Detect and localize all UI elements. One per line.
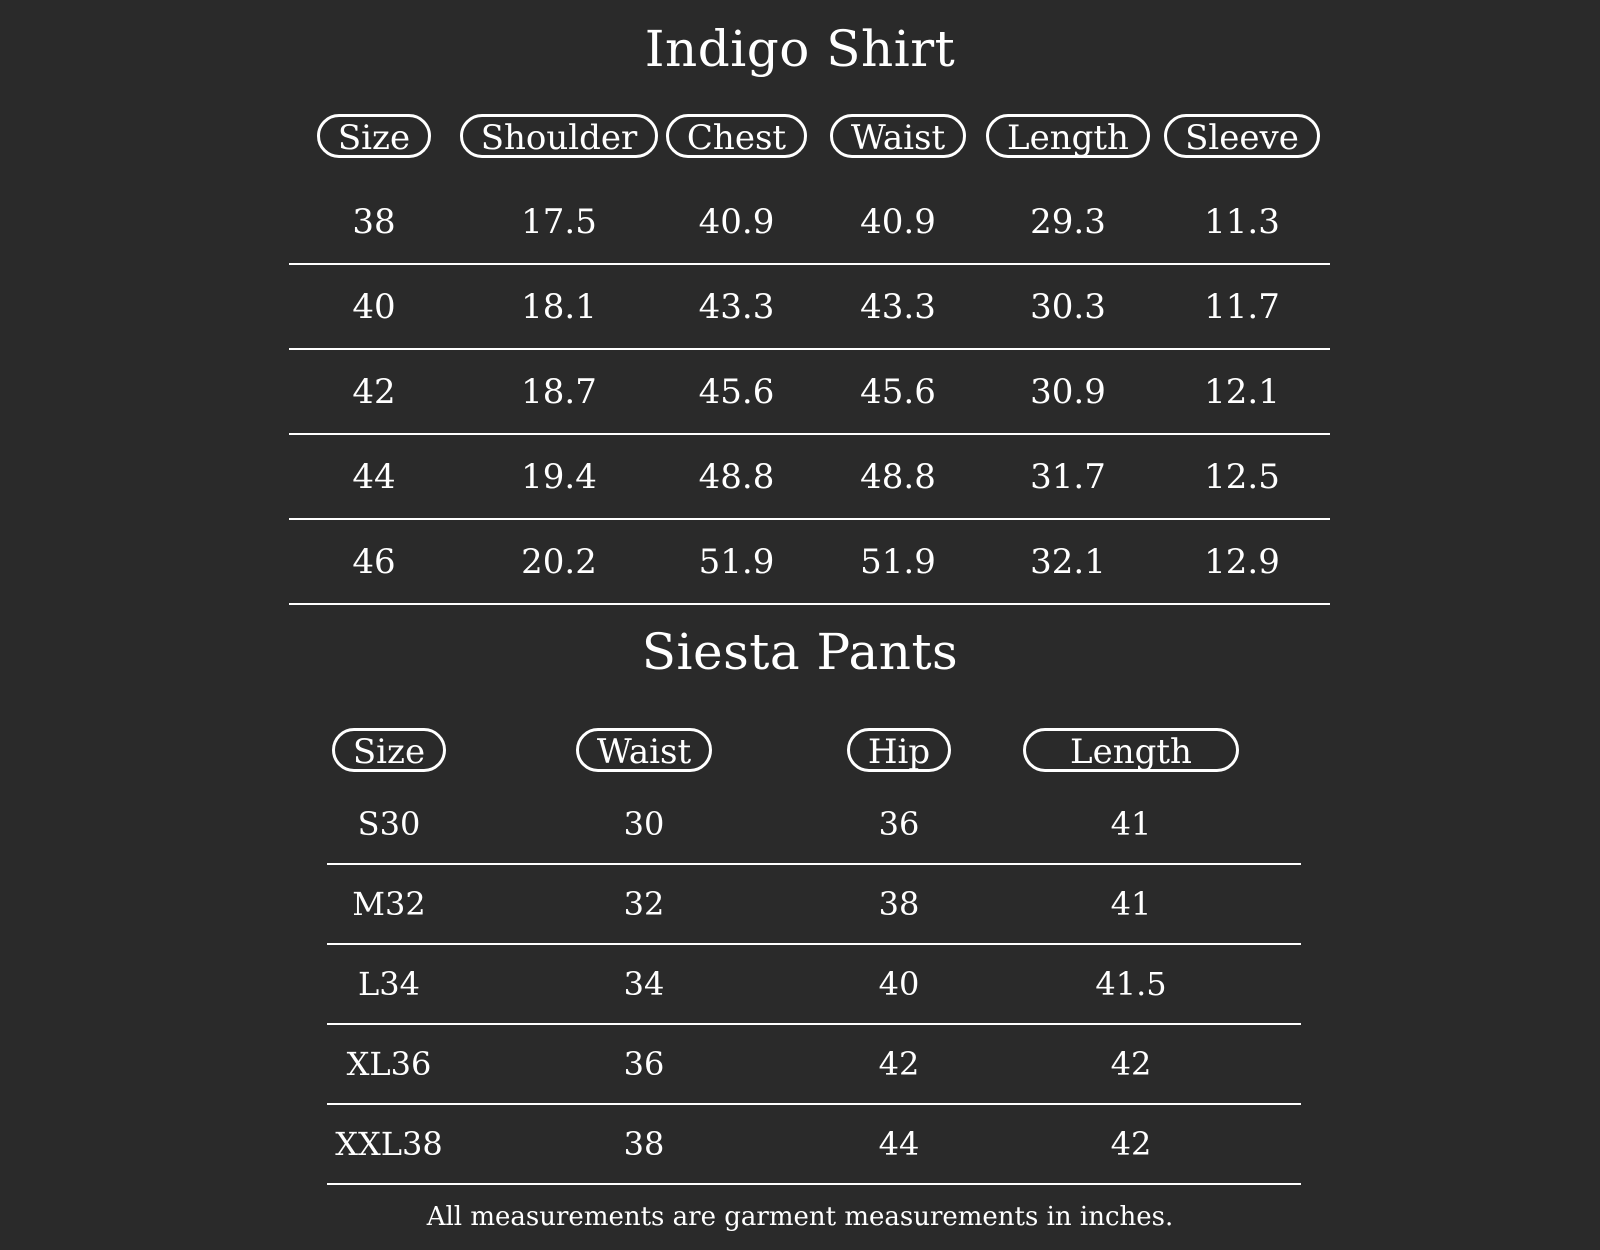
table-cell: 12.5 (1204, 456, 1280, 497)
shirt-header-waist: Waist (830, 114, 966, 158)
table-cell: 12.9 (1204, 541, 1280, 582)
pants-header-waist: Waist (576, 728, 712, 772)
table-cell: 29.3 (1030, 201, 1106, 242)
table-cell: 40 (352, 286, 396, 327)
pants-header-size: Size (332, 728, 446, 772)
table-cell: 12.1 (1204, 371, 1280, 412)
table-cell: 51.9 (698, 541, 775, 582)
table-cell: 46 (352, 541, 396, 582)
table-row (327, 865, 1301, 945)
table-cell: 38 (878, 885, 920, 923)
table-cell: 30.3 (1030, 286, 1106, 327)
table-row (327, 1025, 1301, 1105)
table-cell: 40.9 (860, 201, 936, 242)
table-cell: 18.1 (521, 286, 597, 327)
table-cell: 45.6 (698, 371, 775, 412)
table-cell: 31.7 (1030, 456, 1106, 497)
table-cell: XL36 (346, 1045, 432, 1083)
table-row (289, 350, 1330, 435)
table-cell: 32 (623, 885, 665, 923)
table-row (289, 180, 1330, 265)
table-cell: L34 (358, 965, 420, 1003)
shirt-header-row (289, 114, 1330, 180)
table-cell: 19.4 (521, 456, 597, 497)
table-cell: 44 (878, 1125, 920, 1163)
table-cell: 41.5 (1095, 965, 1167, 1003)
table-cell: 42 (1110, 1045, 1152, 1083)
table-cell: 40.9 (698, 201, 775, 242)
table-cell: 48.8 (698, 456, 775, 497)
table-row (289, 435, 1330, 520)
pants-header-row (327, 728, 1301, 785)
table-cell: 32.1 (1030, 541, 1106, 582)
shirt-header-sleeve: Sleeve (1164, 114, 1320, 158)
pants-header-length: Length (1023, 728, 1239, 772)
shirt-header-length: Length (986, 114, 1150, 158)
table-cell: 40 (878, 965, 920, 1003)
table-cell: 30.9 (1030, 371, 1106, 412)
table-cell: 38 (352, 201, 396, 242)
shirt-table-title: Indigo Shirt (644, 20, 956, 78)
table-cell: 20.2 (521, 541, 597, 582)
table-cell: S30 (357, 805, 421, 843)
table-cell: 42 (1110, 1125, 1152, 1163)
table-cell: 42 (878, 1045, 920, 1083)
table-cell: 11.7 (1204, 286, 1280, 327)
pants-size-table (327, 728, 1301, 1185)
shirt-size-table (289, 114, 1330, 605)
shirt-header-chest: Chest (666, 114, 807, 158)
table-cell: 42 (352, 371, 396, 412)
table-row (327, 785, 1301, 865)
measurement-footnote: All measurements are garment measurements in inches. (426, 1202, 1174, 1232)
table-cell: 51.9 (860, 541, 936, 582)
table-row (327, 945, 1301, 1025)
pants-header-hip: Hip (847, 728, 951, 772)
table-cell: 44 (352, 456, 396, 497)
table-row (327, 1105, 1301, 1185)
table-row (289, 265, 1330, 350)
shirt-header-size: Size (317, 114, 431, 158)
table-cell: 11.3 (1204, 201, 1280, 242)
table-cell: M32 (352, 885, 426, 923)
table-cell: XXL38 (335, 1125, 443, 1163)
table-cell: 18.7 (521, 371, 597, 412)
table-cell: 36 (878, 805, 920, 843)
table-cell: 17.5 (521, 201, 597, 242)
table-cell: 43.3 (860, 286, 936, 327)
table-cell: 45.6 (860, 371, 936, 412)
table-cell: 34 (623, 965, 665, 1003)
pants-table-title: Siesta Pants (641, 623, 959, 681)
table-cell: 30 (623, 805, 665, 843)
table-cell: 36 (623, 1045, 665, 1083)
table-cell: 38 (623, 1125, 665, 1163)
table-cell: 48.8 (860, 456, 936, 497)
shirt-header-shoulder: Shoulder (460, 114, 659, 158)
table-cell: 41 (1110, 805, 1152, 843)
table-cell: 41 (1110, 885, 1152, 923)
table-cell: 43.3 (698, 286, 775, 327)
table-row (289, 520, 1330, 605)
